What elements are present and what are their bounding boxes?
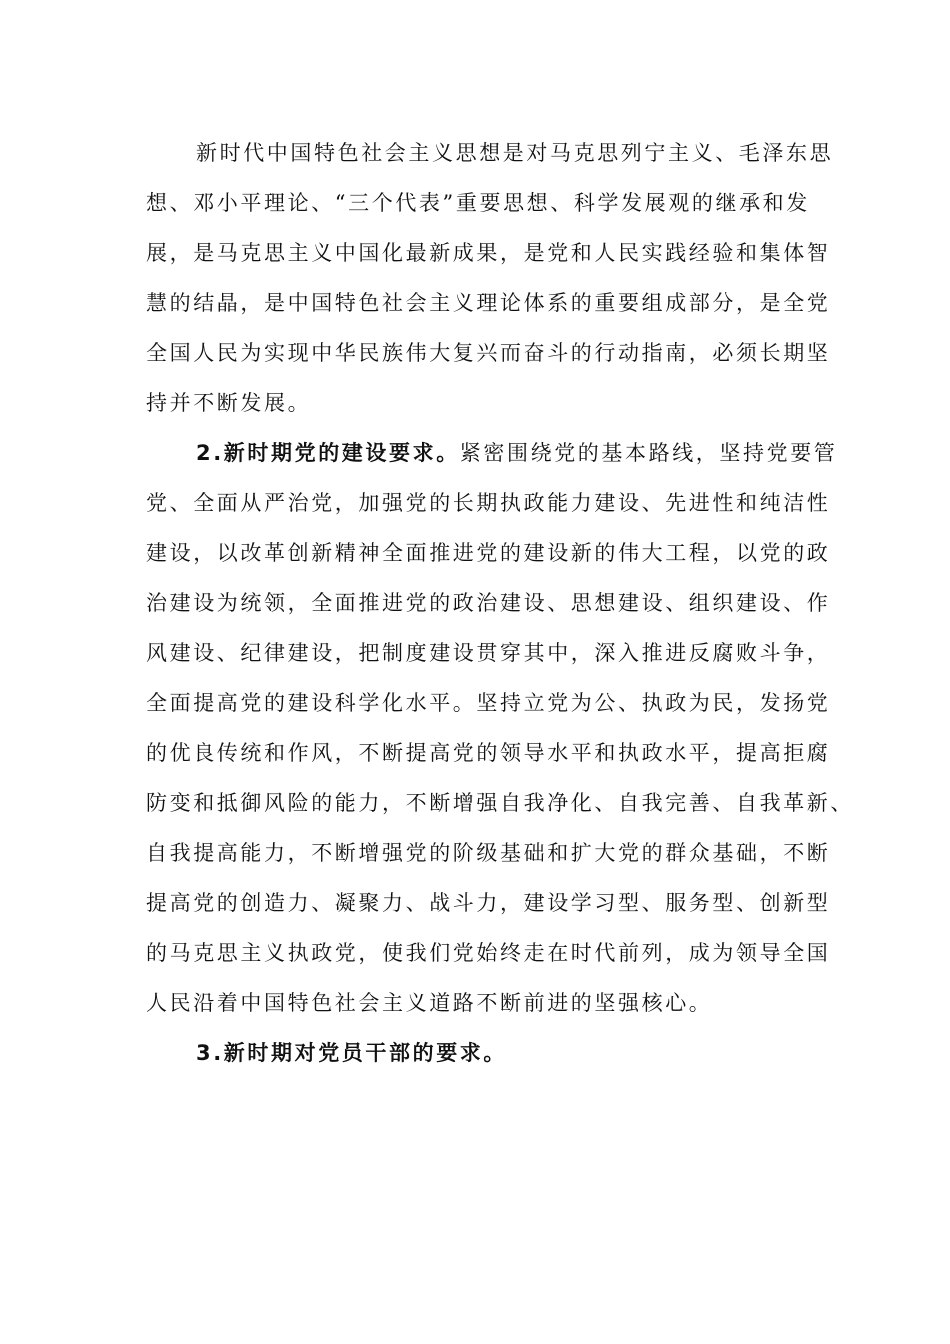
section-heading: 3.新时期对党员干部的要求。 [196, 1041, 507, 1065]
paragraph-line: 想、邓小平理论、“三个代表”重要思想、科学发展观的继承和发 [146, 191, 810, 215]
paragraph-line: 党、全面从严治党，加强党的长期执政能力建设、先进性和纯洁性 [146, 491, 831, 515]
paragraph-line: 建设，以改革创新精神全面推进党的建设新的伟大工程，以党的政 [146, 541, 831, 565]
paragraph-line: 的马克思主义执政党，使我们党始终走在时代前列，成为领导全国 [146, 941, 831, 965]
paragraph-text: 紧密围绕党的基本路线，坚持党要管 [459, 441, 838, 465]
paragraph-line: 提高党的创造力、凝聚力、战斗力，建设学习型、服务型、创新型 [146, 891, 831, 915]
paragraph-line: 展，是马克思主义中国化最新成果，是党和人民实践经验和集体智 [146, 241, 831, 265]
paragraph-line: 防变和抵御风险的能力，不断增强自我净化、自我完善、自我革新、 [146, 791, 854, 815]
paragraph-line: 自我提高能力，不断增强党的阶级基础和扩大党的群众基础，不断 [146, 841, 831, 865]
paragraph-line: 全面提高党的建设科学化水平。坚持立党为公、执政为民，发扬党 [146, 691, 831, 715]
paragraph-line: 治建设为统领，全面推进党的政治建设、思想建设、组织建设、作 [146, 591, 831, 615]
paragraph-line: 新时代中国特色社会主义思想是对马克思列宁主义、毛泽东思 [196, 141, 834, 165]
paragraph-line: 持并不断发展。 [146, 391, 312, 415]
paragraph-line: 全国人民为实现中华民族伟大复兴而奋斗的行动指南，必须长期坚 [146, 341, 831, 365]
paragraph-line: 的优良传统和作风，不断提高党的领导水平和执政水平，提高拒腐 [146, 741, 831, 765]
paragraph-line: 人民沿着中国特色社会主义道路不断前进的坚强核心。 [146, 991, 713, 1015]
section-heading: 2.新时期党的建设要求。 [196, 441, 460, 465]
paragraph-line: 风建设、纪律建设，把制度建设贯穿其中，深入推进反腐败斗争， [146, 641, 831, 665]
paragraph-first-line [196, 433, 866, 473]
paragraph-line: 慧的结晶，是中国特色社会主义理论体系的重要组成部分，是全党 [146, 291, 831, 315]
